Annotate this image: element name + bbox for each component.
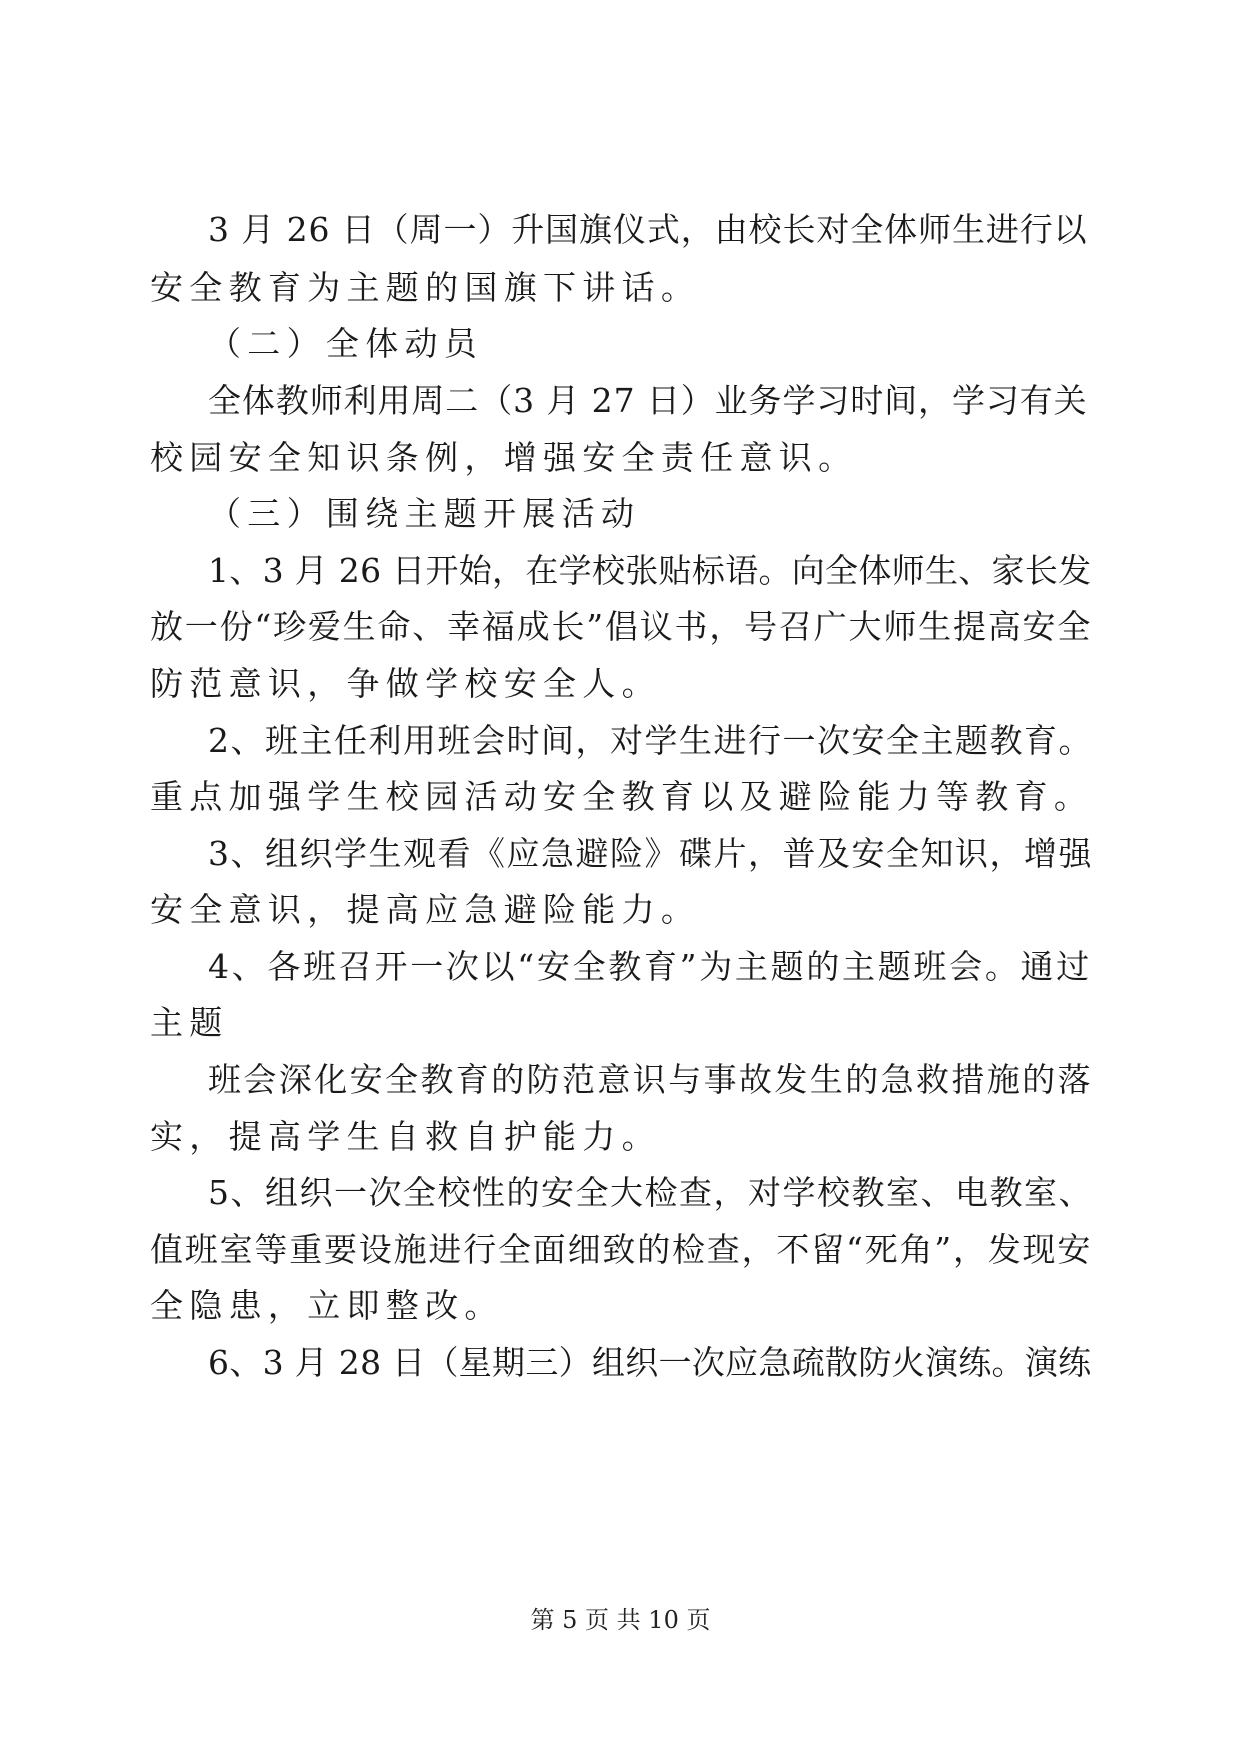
paragraph-line-5: 校园安全知识条例，增强安全责任意识。 bbox=[150, 438, 858, 477]
paragraph-line-10: 2、班主任利用班会时间，对学生进行一次安全主题教育。 bbox=[208, 721, 1093, 760]
paragraph-line-8: 放一份“珍爱生命、幸福成长”倡议书，号召广大师生提高安全 bbox=[150, 607, 1093, 646]
paragraph-line-2: 安全教育为主题的国旗下讲话。 bbox=[150, 268, 701, 307]
paragraph-line-4: 全体教师利用周二（3 月 27 日）业务学习时间，学习有关 bbox=[208, 381, 1088, 420]
paragraph-line-1: 3 月 26 日（周一）升国旗仪式，由校长对全体师生进行以 bbox=[208, 210, 1088, 249]
section-heading-3: （三）围绕主题开展活动 bbox=[208, 494, 641, 533]
paragraph-line-7: 1、3 月 26 日开始，在学校张贴标语。向全体师生、家长发 bbox=[208, 551, 1092, 590]
paragraph-line-17: 实，提高学生自救自护能力。 bbox=[150, 1117, 661, 1156]
paragraph-line-15: 主题 bbox=[150, 1003, 229, 1042]
paragraph-line-16: 班会深化安全教育的防范意识与事故发生的急救措施的落 bbox=[208, 1060, 1093, 1099]
paragraph-line-18: 5、组织一次全校性的安全大检查，对学校教室、电教室、 bbox=[208, 1173, 1093, 1212]
paragraph-line-19: 值班室等重要设施进行全面细致的检查，不留“死角”，发现安 bbox=[150, 1230, 1093, 1269]
paragraph-line-12: 3、组织学生观看《应急避险》碟片，普及安全知识，增强 bbox=[208, 834, 1093, 873]
paragraph-line-11: 重点加强学生校园活动安全教育以及避险能力等教育。 bbox=[150, 777, 1094, 816]
paragraph-line-21: 6、3 月 28 日（星期三）组织一次应急疏散防火演练。演练 bbox=[208, 1343, 1092, 1382]
paragraph-line-9: 防范意识，争做学校安全人。 bbox=[150, 664, 661, 703]
paragraph-line-14: 4、各班召开一次以“安全教育”为主题的主题班会。通过 bbox=[208, 947, 1092, 986]
paragraph-line-13: 安全意识，提高应急避险能力。 bbox=[150, 890, 701, 929]
page-number-footer: 第 5 页 共 10 页 bbox=[530, 1606, 711, 1634]
section-heading-2: （二）全体动员 bbox=[208, 324, 484, 363]
paragraph-line-20: 全隐患，立即整改。 bbox=[150, 1286, 504, 1325]
